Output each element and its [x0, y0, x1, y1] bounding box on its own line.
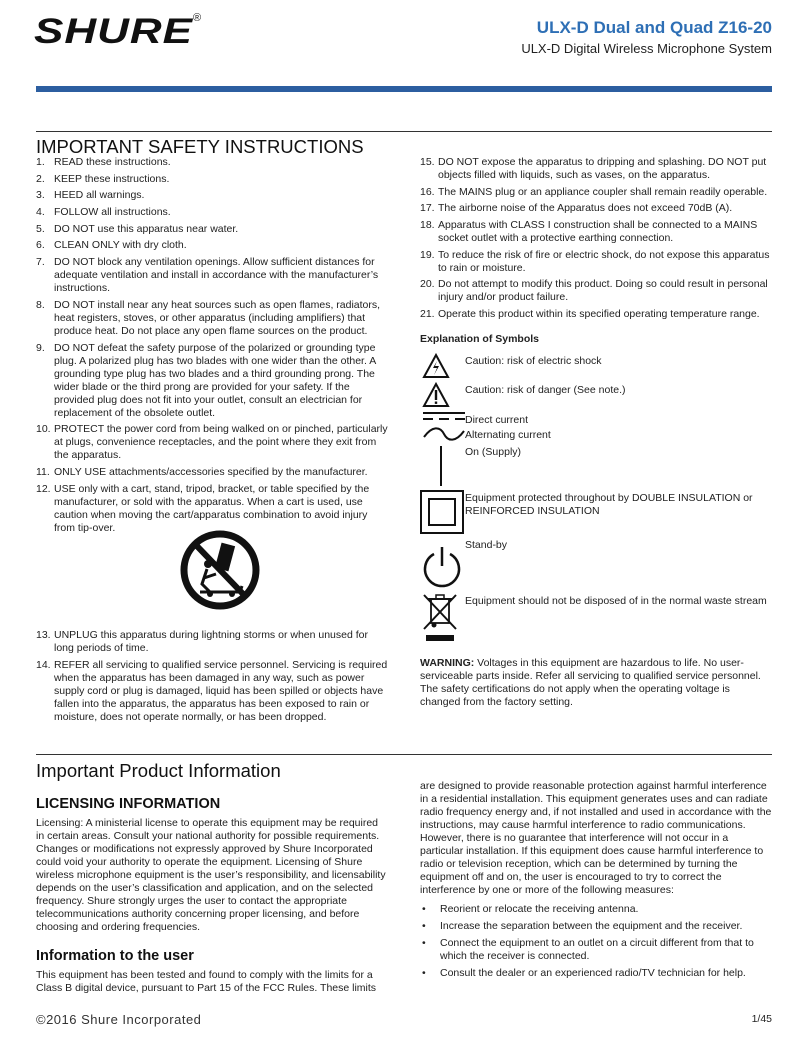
symbol-weee-label: Equipment should not be disposed of in the normal waste stream: [465, 595, 767, 607]
document-title: ULX-D Dual and Quad Z16-20: [536, 18, 772, 37]
symbol-double-label: Equipment protected throughout by DOUBLE INSULATION or REINFORCED INSULATION: [465, 492, 753, 517]
symbol-ac-label: Alternating current: [465, 429, 551, 441]
licensing-text: Licensing: A ministerial license to operate this equipment may be required in certain areas. Consult your national authority for possible requirements. Changes or modifications not expressly approved by Shure Incorporated could void your authority to operate the equipment. Licensing of Shure wireless microphone equipment is the user’s responsibility, and licensability depends on the user’s classification and application, and on the selected frequency. Shure strongly urges the user to contact the appropriate telecommunications authority concerning proper licensing, and before choosing and ordering frequencies.: [36, 817, 386, 933]
list-item: • Consult the dealer or an experienced radio/TV technician for help.: [420, 967, 772, 980]
list-item: 6. CLEAN ONLY with dry cloth.: [36, 239, 187, 252]
header-bar: [36, 86, 772, 92]
symbol-dc-label: Direct current: [465, 414, 529, 426]
copyright: ©2016 Shure Incorporated: [36, 1012, 202, 1027]
info-user-title: Information to the user: [36, 948, 194, 964]
list-item: 20. Do not attempt to modify this product. Doing so could result in personal injury and/or product failure.: [420, 278, 768, 304]
symbol-on-label: On (Supply): [465, 446, 522, 458]
list-item: 4. FOLLOW all instructions.: [36, 206, 171, 219]
warning-paragraph: [420, 657, 772, 709]
standby-icon: [420, 544, 464, 588]
safety-title: IMPORTANT SAFETY INSTRUCTIONS: [36, 136, 364, 157]
symbol-shock-label: Caution: risk of electric shock: [465, 355, 602, 367]
list-item: 1. READ these instructions.: [36, 156, 171, 168]
list-item: 21. Operate this product within its specified operating temperature range.: [420, 308, 760, 321]
list-item: 18. Apparatus with CLASS I construction shall be connected to a MAINS socket outlet with a protective earthing connection.: [420, 219, 758, 245]
symbols-title: Explanation of Symbols: [420, 333, 540, 345]
list-item: 5. DO NOT use this apparatus near water.: [36, 222, 239, 235]
list-item: • Increase the separation between the equipment and the receiver.: [420, 920, 772, 933]
list-item: • Connect the equipment to an outlet on a circuit different from that to which the receiver is connected.: [420, 937, 772, 963]
list-item: 7. DO NOT block any ventilation openings. Allow sufficient distances for adequate ventilation and install in accordance with the manufacturer’s instructions.: [36, 256, 379, 295]
double-insulation-icon: [420, 490, 464, 534]
symbol-standby-label: Stand-by: [465, 539, 508, 551]
list-item: 19. To reduce the risk of fire or electric shock, do not expose this apparatus to rain or moisture.: [420, 248, 770, 274]
registered-mark: ®: [193, 12, 202, 24]
list-item: 9. DO NOT defeat the safety purpose of the polarized or grounding type plug. A polarized plug has two blades with one wider than the other. A grounding type plug has two blades and a third grounding prong. The wider blade or the third prong are provided for your safety. If the provided plug does not fit into your outlet, consult an electrician for replacement of the obsolete outlet.: [36, 341, 376, 419]
measures-list: [420, 903, 772, 984]
info-user-text: This equipment has been tested and found to comply with the limits for a Class B digital device, pursuant to Part 15 of the FCC Rules. These limits: [36, 969, 377, 994]
product-info-title: Important Product Information: [36, 760, 281, 781]
list-item: 15. DO NOT expose the apparatus to dripping and splashing. DO NOT put objects filled with liquids, such as vases, on the apparatus.: [420, 156, 767, 181]
section-divider: [36, 131, 772, 132]
list-item: • Reorient or relocate the receiving antenna.: [420, 903, 772, 916]
document-subtitle: ULX-D Digital Wireless Microphone System: [521, 41, 772, 56]
list-item: 2. KEEP these instructions.: [36, 172, 170, 185]
list-item: 12. USE only with a cart, stand, tripod, bracket, or table specified by the manufacturer, or sold with the apparatus. When a cart is used, use caution when moving the cart/apparatus combination to avoid injury from tip-over.: [36, 482, 370, 534]
section-divider: [36, 754, 772, 755]
cart-tipover-icon: [180, 526, 260, 614]
power-on-icon: [438, 446, 444, 486]
list-item: 3. HEED all warnings.: [36, 189, 145, 202]
list-item: 14. REFER all servicing to qualified service personnel. Servicing is required when the apparatus has been damaged in any way, such as power supply cord or plug is damaged, liquid has been spilled or objects have fallen into the apparatus, the apparatus has been exposed to rain or moisture, does not operate normally, or has been dropped.: [36, 658, 388, 723]
brand-name: SHURE: [34, 12, 194, 52]
shure-logo: [34, 12, 254, 62]
safety-list-right: [420, 156, 772, 325]
electric-shock-icon: [422, 353, 450, 379]
caution-icon: [422, 382, 450, 408]
symbol-danger-label: Caution: risk of danger (See note.): [465, 384, 626, 396]
warning-text: Voltages in this equipment are hazardous to life. No user-serviceable parts inside. Refer all servicing to qualified service personnel. The safety certifications do not apply when the operating voltage is changed from the factory setting.: [420, 657, 761, 708]
list-item: 17. The airborne noise of the Apparatus does not exceed 70dB (A).: [420, 202, 733, 215]
list-item: 13. UNPLUG this apparatus during lightning storms or when unused for long periods of time.: [36, 629, 368, 654]
page-number: 1/45: [751, 1013, 772, 1025]
fcc-text: are designed to provide reasonable protection against harmful interference in a residential installation. This equipment generates uses and can radiate radio frequency energy and, if not installed and used in accordance with the instructions, may cause harmful interference to radio communications. However, there is no guarantee that interference will not occur in a particular installation. If this equipment does cause harmful interference to radio or television reception, which can be determined by turning the equipment off and on, the user is encouraged to try to correct the interference by one or more of the following measures:: [420, 780, 772, 896]
licensing-title: LICENSING INFORMATION: [36, 796, 221, 812]
list-item: 8. DO NOT install near any heat sources such as open flames, radiators, heat registers, stoves, or other apparatus (including amplifiers) that produce heat. Do not place any open flame sources on the product.: [36, 298, 381, 337]
list-item: 16. The MAINS plug or an appliance coupler shall remain readily operable.: [420, 185, 768, 198]
weee-bin-icon: [420, 591, 460, 643]
alternating-current-icon: [422, 426, 466, 442]
list-item: 11. ONLY USE attachments/accessories specified by the manufacturer.: [36, 465, 368, 478]
safety-list-left-continued: [36, 629, 388, 727]
list-item: 10. PROTECT the power cord from being walked on or pinched, particularly at plugs, convenience receptacles, and the point where they exit from the apparatus.: [36, 423, 388, 462]
warning-label: WARNING:: [420, 657, 475, 669]
direct-current-icon: [422, 410, 466, 422]
safety-list-left: [36, 156, 388, 538]
